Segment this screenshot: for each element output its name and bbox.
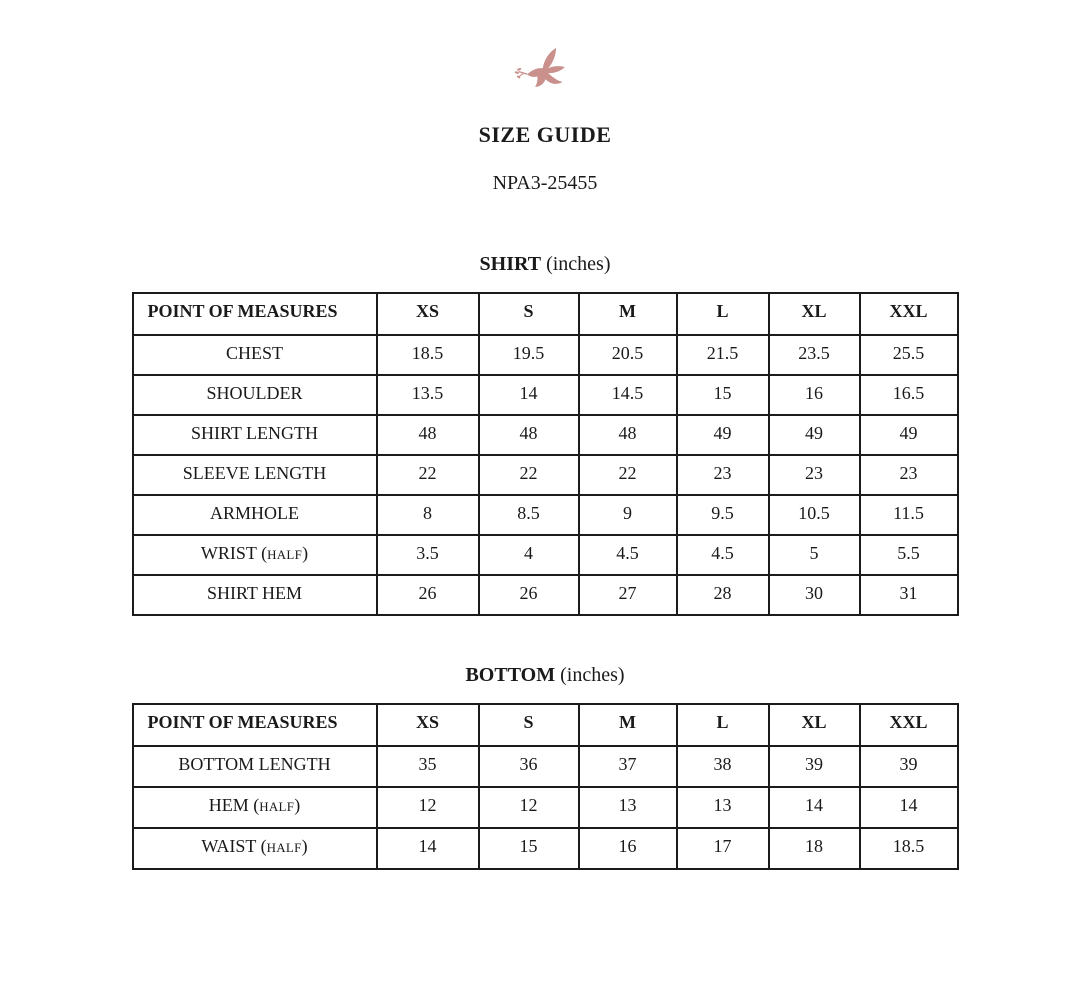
measure-label: HEM (HALF): [133, 787, 377, 828]
measure-value: 14: [479, 375, 579, 415]
measure-value: 3.5: [377, 535, 479, 575]
measure-value: 23.5: [769, 335, 860, 375]
table-row: [133, 787, 958, 828]
measure-label: ARMHOLE: [133, 495, 377, 535]
measure-label-note: HALF: [266, 840, 302, 855]
brand-logo: [0, 0, 1090, 104]
table-row: [133, 575, 958, 615]
measure-value: 16: [579, 828, 677, 869]
column-header-size-m: M: [579, 293, 677, 335]
measure-value: 22: [579, 455, 677, 495]
table-row: [133, 455, 958, 495]
measure-value: 9.5: [677, 495, 769, 535]
measure-value: 18.5: [860, 828, 958, 869]
header-row: [133, 704, 958, 746]
measure-value: 30: [769, 575, 860, 615]
measure-value: 17: [677, 828, 769, 869]
measure-value: 14: [377, 828, 479, 869]
column-header-size-xl: XL: [769, 293, 860, 335]
measure-value: 4: [479, 535, 579, 575]
measure-value: 18: [769, 828, 860, 869]
measure-value: 49: [677, 415, 769, 455]
measure-value: 8: [377, 495, 479, 535]
measure-value: 13: [579, 787, 677, 828]
measure-value: 27: [579, 575, 677, 615]
bottom-section-name: BOTTOM: [465, 664, 556, 686]
measure-value: 13.5: [377, 375, 479, 415]
measure-value: 23: [677, 455, 769, 495]
measure-value: 8.5: [479, 495, 579, 535]
measure-value: 5: [769, 535, 860, 575]
measure-value: 15: [479, 828, 579, 869]
measure-value: 22: [377, 455, 479, 495]
measure-value: 26: [479, 575, 579, 615]
measure-value: 25.5: [860, 335, 958, 375]
table-row: [133, 415, 958, 455]
dove-olive-branch-icon: [512, 44, 578, 99]
measure-value: 16.5: [860, 375, 958, 415]
measure-value: 35: [377, 746, 479, 787]
measure-label-note: HALF: [267, 547, 303, 562]
column-header-size-xxl: XXL: [860, 293, 958, 335]
bottom-size-table: [132, 703, 959, 870]
measure-value: 37: [579, 746, 677, 787]
shirt-section-name: SHIRT: [479, 253, 542, 275]
measure-label: WAIST (HALF): [133, 828, 377, 869]
table-row: [133, 828, 958, 869]
section-bottom: [0, 664, 1090, 870]
measure-value: 28: [677, 575, 769, 615]
measure-value: 49: [860, 415, 958, 455]
column-header-size-s: S: [479, 704, 579, 746]
shirt-size-table: [132, 292, 959, 616]
measure-value: 48: [579, 415, 677, 455]
measure-value: 4.5: [579, 535, 677, 575]
measure-value: 23: [860, 455, 958, 495]
measure-value: 26: [377, 575, 479, 615]
column-header-size-l: L: [677, 704, 769, 746]
measure-label: CHEST: [133, 335, 377, 375]
section-shirt: [0, 253, 1090, 616]
column-header-size-m: M: [579, 704, 677, 746]
bottom-section-unit: (inches): [560, 664, 625, 686]
column-header-measures: POINT OF MEASURES: [133, 704, 377, 746]
measure-label-note: HALF: [259, 799, 295, 814]
page-title: SIZE GUIDE: [478, 122, 612, 147]
measure-label: SHOULDER: [133, 375, 377, 415]
measure-value: 10.5: [769, 495, 860, 535]
table-row: [133, 495, 958, 535]
measure-value: 4.5: [677, 535, 769, 575]
table-row: [133, 335, 958, 375]
shirt-section-title: [0, 253, 1090, 276]
measure-value: 22: [479, 455, 579, 495]
measure-label: SLEEVE LENGTH: [133, 455, 377, 495]
measure-value: 23: [769, 455, 860, 495]
measure-value: 21.5: [677, 335, 769, 375]
measure-label: WRIST (HALF): [133, 535, 377, 575]
table-row: [133, 746, 958, 787]
product-code: NPA3-25455: [492, 172, 598, 194]
measure-value: 39: [860, 746, 958, 787]
measure-value: 39: [769, 746, 860, 787]
measure-value: 9: [579, 495, 677, 535]
shirt-section-unit: (inches): [546, 253, 611, 275]
measure-value: 20.5: [579, 335, 677, 375]
column-header-size-xl: XL: [769, 704, 860, 746]
table-row: [133, 375, 958, 415]
measure-value: 14: [860, 787, 958, 828]
header-row: [133, 293, 958, 335]
measure-value: 36: [479, 746, 579, 787]
measure-value: 13: [677, 787, 769, 828]
bottom-section-title: [0, 664, 1090, 687]
table-row: [133, 535, 958, 575]
measure-value: 31: [860, 575, 958, 615]
measure-value: 18.5: [377, 335, 479, 375]
measure-value: 11.5: [860, 495, 958, 535]
column-header-size-xxl: XXL: [860, 704, 958, 746]
measure-value: 19.5: [479, 335, 579, 375]
measure-label: BOTTOM LENGTH: [133, 746, 377, 787]
measure-label: SHIRT LENGTH: [133, 415, 377, 455]
column-header-size-s: S: [479, 293, 579, 335]
measure-value: 49: [769, 415, 860, 455]
column-header-measures: POINT OF MEASURES: [133, 293, 377, 335]
measure-value: 5.5: [860, 535, 958, 575]
column-header-size-xs: XS: [377, 704, 479, 746]
column-header-size-l: L: [677, 293, 769, 335]
measure-value: 15: [677, 375, 769, 415]
measure-value: 14.5: [579, 375, 677, 415]
measure-value: 14: [769, 787, 860, 828]
column-header-size-xs: XS: [377, 293, 479, 335]
measure-value: 12: [377, 787, 479, 828]
measure-label: SHIRT HEM: [133, 575, 377, 615]
measure-value: 48: [377, 415, 479, 455]
measure-value: 48: [479, 415, 579, 455]
measure-value: 12: [479, 787, 579, 828]
measure-value: 16: [769, 375, 860, 415]
measure-value: 38: [677, 746, 769, 787]
